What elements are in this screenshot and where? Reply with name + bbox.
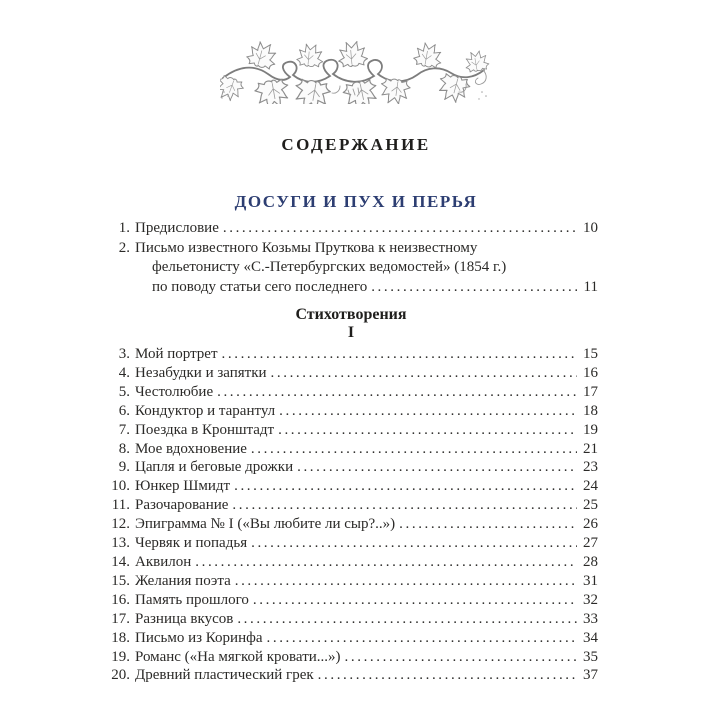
vine-garland-ornament	[220, 36, 492, 104]
entry-title: Юнкер Шмидт	[135, 478, 231, 495]
leader-dots	[275, 402, 577, 421]
toc-entry	[104, 458, 598, 477]
entry-title: Письмо из Коринфа	[135, 629, 263, 646]
toc-entry	[104, 496, 598, 515]
leader-dots	[247, 440, 577, 459]
entry-title: Поездка в Кронштадт	[135, 421, 275, 438]
leader-dots	[395, 515, 577, 534]
entry-page: 35	[583, 648, 598, 665]
entry-page: 11	[583, 278, 598, 295]
toc-entry	[104, 591, 598, 610]
toc-entry	[104, 648, 598, 667]
entry-title: Письмо известного Козьмы Пруткова к неизвестному	[135, 239, 478, 256]
entry-number: 15.	[111, 572, 130, 589]
entry-title: Аквилон	[135, 553, 192, 570]
leader-dots	[249, 591, 577, 610]
part-title: ДОСУГИ И ПУХ И ПЕРЬЯ	[234, 192, 478, 211]
toc-entry	[104, 610, 598, 629]
toc-entry	[104, 440, 598, 459]
poems-section-heading: Стихотворения	[295, 306, 407, 323]
toc-entry	[104, 553, 598, 572]
toc-entry	[104, 402, 598, 421]
leader-dots	[367, 278, 577, 298]
contents-title: СОДЕРЖАНИЕ	[281, 135, 431, 154]
entry-title: Память прошлого	[135, 591, 249, 608]
leader-dots	[191, 553, 577, 572]
leader-dots	[314, 666, 577, 685]
toc-entry	[104, 629, 598, 648]
entry-title: Романс («На мягкой кровати...»)	[135, 648, 341, 665]
entry-page: 16	[583, 364, 598, 381]
leader-dots	[228, 496, 577, 515]
toc-entry	[104, 383, 598, 402]
toc-entry	[104, 364, 598, 383]
entry-number: 5.	[118, 383, 130, 400]
leader-dots	[230, 477, 577, 496]
ornament-container	[0, 0, 712, 109]
toc-entry	[104, 534, 598, 553]
leader-dots	[233, 610, 577, 629]
leader-dots	[274, 421, 577, 440]
leader-dots	[263, 629, 578, 648]
entry-number: 4.	[118, 364, 130, 381]
entry-number: 16.	[111, 591, 130, 608]
toc-entry	[104, 239, 598, 259]
entry-page: 33	[583, 610, 598, 627]
entry-page: 21	[583, 440, 598, 457]
entry-number: 3.	[118, 346, 130, 362]
entry-number: 6.	[118, 402, 130, 419]
entry-title-continuation: по поводу статьи сего последнего	[152, 278, 368, 295]
poem-list	[104, 345, 598, 685]
entry-title: Желания поэта	[135, 572, 231, 589]
entry-page: 32	[583, 591, 598, 608]
entry-title: Цапля и беговые дрожки	[135, 459, 294, 476]
entry-page: 24	[583, 478, 598, 495]
entry-number: 20.	[111, 667, 130, 684]
entry-number: 19.	[111, 648, 130, 665]
entry-page: 37	[583, 667, 598, 684]
leader-dots	[213, 383, 577, 402]
entry-number: 1.	[118, 220, 130, 236]
entry-page: 31	[583, 572, 598, 589]
entry-page: 10	[583, 220, 598, 236]
entry-title: Честолюбие	[135, 383, 214, 400]
front-matter-list	[104, 219, 598, 297]
table-of-contents	[104, 219, 598, 685]
toc-entry	[104, 666, 598, 685]
leader-dots	[219, 219, 577, 239]
entry-page: 19	[583, 421, 598, 438]
poems-part-numeral: I	[347, 324, 355, 341]
entry-title: Червяк и попадья	[135, 535, 248, 552]
entry-page: 27	[583, 535, 598, 552]
toc-entry	[104, 572, 598, 591]
toc-entry	[104, 477, 598, 496]
entry-page: 23	[583, 459, 598, 476]
entry-page: 28	[583, 553, 598, 570]
entry-title: Кондуктор и тарантул	[135, 402, 276, 419]
entry-number: 13.	[111, 535, 130, 552]
entry-title-continuation: фельетонисту «С.-Петербургских ведомостей» (1854 г.)	[152, 259, 507, 275]
entry-page: 18	[583, 402, 598, 419]
entry-title: Разочарование	[135, 497, 229, 514]
leader-dots	[231, 572, 577, 591]
entry-title: Предисловие	[135, 220, 219, 236]
entry-title: Мое вдохновение	[135, 440, 247, 457]
entry-number: 17.	[111, 610, 130, 627]
entry-number: 8.	[118, 440, 130, 457]
leader-dots	[247, 534, 577, 553]
entry-title: Древний пластический грек	[135, 667, 314, 684]
leader-dots	[293, 458, 577, 477]
entry-number: 7.	[118, 421, 130, 438]
entry-page: 34	[583, 629, 598, 646]
toc-entry	[104, 421, 598, 440]
toc-entry	[104, 219, 598, 239]
entry-page: 15	[583, 346, 598, 362]
entry-title: Незабудки и запятки	[135, 364, 267, 381]
leader-dots	[267, 364, 577, 383]
leader-dots	[341, 648, 577, 667]
entry-title: Разница вкусов	[135, 610, 234, 627]
toc-entry	[104, 515, 598, 534]
entry-number: 18.	[111, 629, 130, 646]
entry-page: 17	[583, 383, 598, 400]
leader-dots	[218, 345, 577, 364]
entry-title: Мой портрет	[135, 346, 218, 362]
entry-number: 11.	[111, 497, 130, 514]
entry-number: 10.	[111, 478, 130, 495]
entry-number: 2.	[118, 239, 130, 256]
entry-page: 25	[583, 497, 598, 514]
toc-entry	[104, 345, 598, 364]
entry-number: 12.	[111, 516, 130, 533]
entry-page: 26	[583, 516, 598, 533]
toc-entry-continuation	[104, 278, 598, 298]
entry-number: 9.	[118, 459, 130, 476]
entry-number: 14.	[111, 553, 130, 570]
entry-title: Эпиграмма № I («Вы любите ли сыр?..»)	[135, 516, 396, 533]
